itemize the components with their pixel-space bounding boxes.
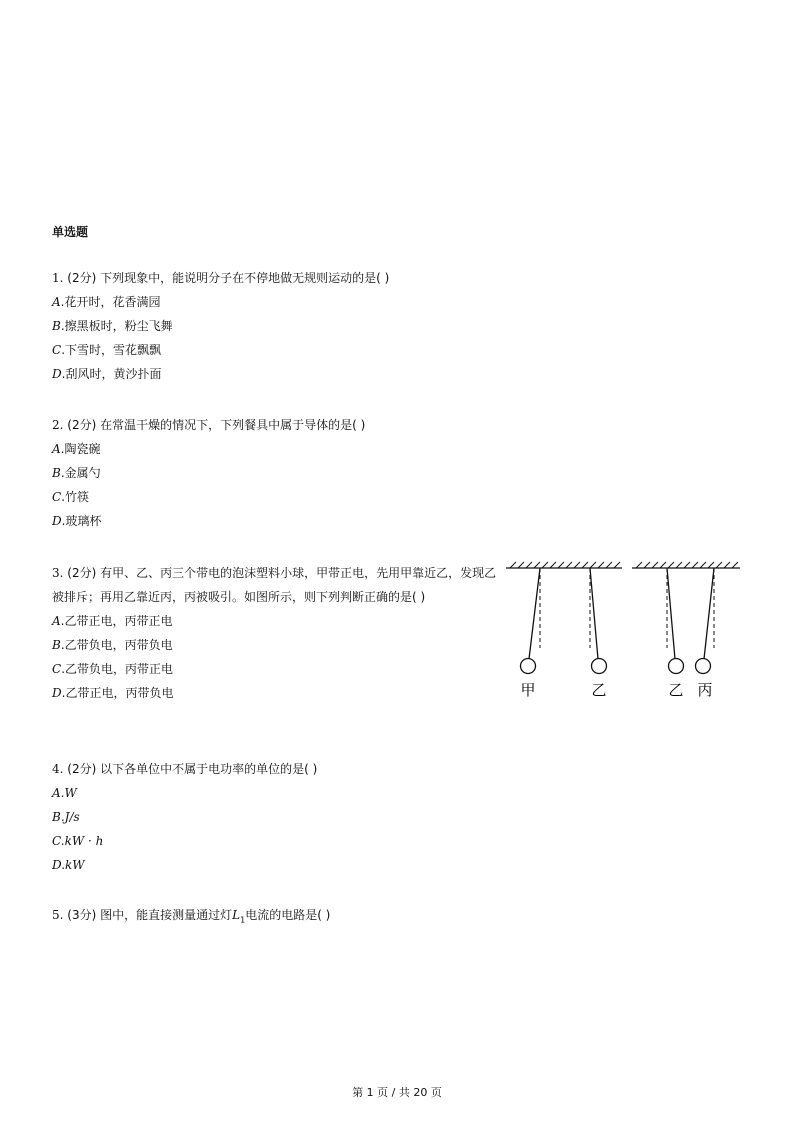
question-3: [52, 561, 500, 705]
option-b[interactable]: [52, 805, 317, 829]
option-text: .下雪时，雪花飘飘: [61, 343, 162, 357]
option-text: .花开时，花香满园: [60, 295, 161, 309]
question-text: 图中，能直接测量通过灯: [100, 908, 233, 922]
page-footer: 第 1 页 / 共 20 页: [352, 1086, 442, 1099]
option-b[interactable]: [52, 633, 500, 657]
option-a[interactable]: [52, 290, 389, 314]
question-4: [52, 757, 317, 877]
option-text: .W: [60, 786, 77, 800]
question-score: (2分): [67, 271, 97, 285]
question-5: [52, 903, 330, 932]
option-letter: D: [52, 514, 62, 528]
option-d[interactable]: [52, 681, 500, 705]
ball-bing: [696, 659, 711, 674]
question-stem: [52, 757, 317, 781]
question-number: 2.: [52, 418, 64, 432]
variable-l: L: [232, 908, 241, 922]
option-letter: B: [52, 319, 61, 333]
question-score: (2分): [67, 762, 97, 776]
option-text: .刮风时，黄沙扑面: [61, 367, 162, 381]
option-text: .竹筷: [61, 490, 90, 504]
option-c[interactable]: [52, 829, 317, 853]
ball-jia: [521, 659, 536, 674]
label-yi-2: 乙: [668, 681, 684, 699]
option-letter: D: [52, 858, 62, 872]
option-b[interactable]: [52, 461, 365, 485]
question-number: 5.: [52, 908, 64, 922]
option-letter: B: [52, 810, 61, 824]
option-d[interactable]: [52, 362, 389, 386]
string: [667, 568, 675, 659]
string: [704, 568, 714, 659]
question-number: 1.: [52, 271, 64, 285]
question-score: (2分): [67, 418, 97, 432]
option-c[interactable]: [52, 657, 500, 681]
option-letter: A: [52, 295, 61, 309]
option-letter: C: [52, 490, 62, 504]
question-number: 3.: [52, 566, 64, 580]
question-stem: [52, 561, 500, 609]
option-letter: D: [52, 686, 62, 700]
label-jia: 甲: [520, 681, 536, 699]
option-letter: A: [52, 442, 61, 456]
pendulum-figure: [504, 560, 744, 711]
string: [590, 568, 598, 659]
question-2: [52, 413, 365, 533]
option-text: .玻璃杯: [61, 514, 102, 528]
variable-subscript: 1: [240, 915, 246, 925]
option-text: .kW · h: [60, 834, 104, 848]
option-d[interactable]: [52, 853, 317, 877]
question-text: 在常温干燥的情况下，下列餐具中属于导体的是( ): [100, 418, 366, 432]
question-stem: [52, 903, 330, 932]
option-c[interactable]: [52, 485, 365, 509]
option-text: .擦黑板时，粉尘飞舞: [60, 319, 173, 333]
ceiling-hatch-left: [510, 562, 620, 568]
option-a[interactable]: [52, 437, 365, 461]
question-number: 4.: [52, 762, 64, 776]
option-text: .J/s: [60, 810, 80, 824]
option-letter: B: [52, 466, 61, 480]
option-text: .乙带正电，丙带负电: [61, 686, 174, 700]
option-text: .乙带负电，丙带负电: [60, 638, 173, 652]
option-text: .kW: [61, 858, 85, 872]
option-text: .乙带负电，丙带正电: [61, 662, 174, 676]
string: [529, 568, 540, 659]
option-letter: A: [52, 614, 61, 628]
question-stem: [52, 413, 365, 437]
question-text: 下列现象中，能说明分子在不停地做无规则运动的是( ): [100, 271, 390, 285]
pendulum-diagram: [504, 560, 744, 708]
option-text: .乙带正电，丙带正电: [60, 614, 173, 628]
option-d[interactable]: [52, 509, 365, 533]
option-text: .金属勺: [60, 466, 101, 480]
option-a[interactable]: [52, 781, 317, 805]
option-letter: A: [52, 786, 61, 800]
section-title: 单选题: [52, 225, 89, 239]
option-letter: D: [52, 367, 62, 381]
question-text-end: 电流的电路是( ): [245, 908, 331, 922]
question-score: (2分): [67, 566, 97, 580]
option-letter: C: [52, 343, 62, 357]
option-letter: C: [52, 834, 61, 848]
question-text: 有甲、乙、丙三个带电的泡沫塑料小球，甲带正电，先用甲靠近乙，发现乙被排斥；再用乙靠近丙，丙被吸引。如图所示，则下列判断正确的是( ): [52, 566, 497, 604]
label-yi: 乙: [591, 681, 607, 699]
ceiling-hatch-right: [636, 562, 738, 568]
option-c[interactable]: [52, 338, 389, 362]
option-text: .陶瓷碗: [60, 442, 101, 456]
option-letter: B: [52, 638, 61, 652]
ball-yi: [592, 659, 607, 674]
option-letter: C: [52, 662, 62, 676]
ball-yi-2: [669, 659, 684, 674]
question-stem: [52, 266, 389, 290]
question-score: (3分): [67, 908, 97, 922]
question-text: 以下各单位中不属于电功率的单位的是( ): [100, 762, 318, 776]
option-a[interactable]: [52, 609, 500, 633]
question-1: [52, 266, 389, 386]
option-b[interactable]: [52, 314, 389, 338]
label-bing: 丙: [697, 681, 713, 699]
